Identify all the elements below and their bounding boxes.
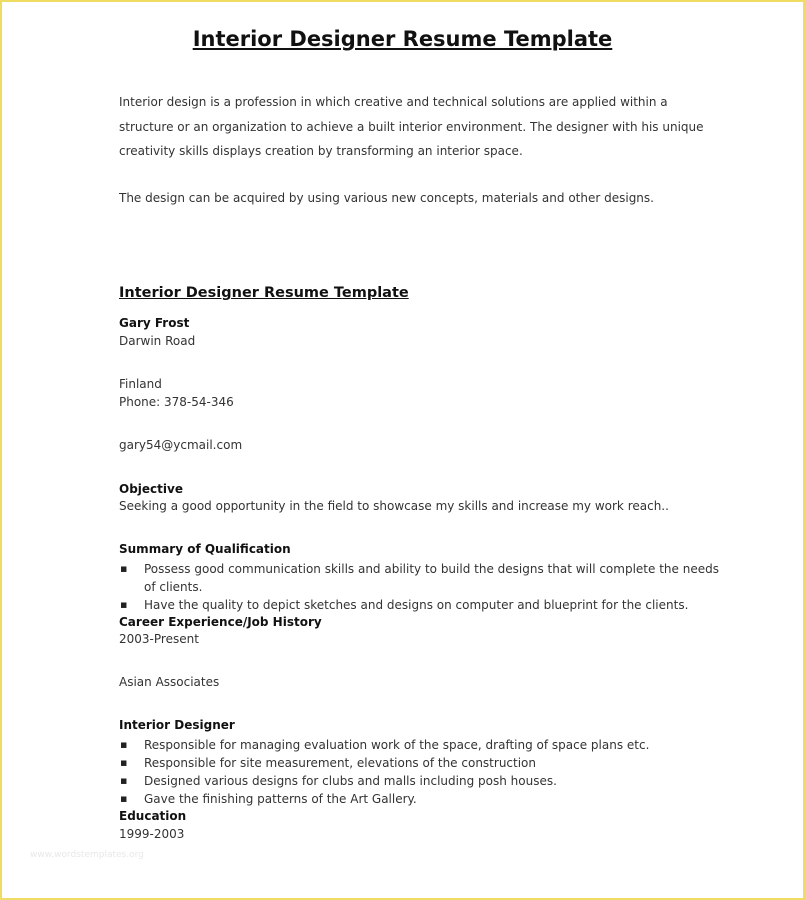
list-item: ▪ Responsible for managing evaluation work of the space, drafting of space plans etc. [119, 736, 719, 754]
address-line-2: Finland [119, 377, 162, 391]
education-heading: Education [119, 809, 187, 823]
objective-heading: Objective [119, 482, 183, 496]
company-name: Asian Associates [119, 675, 220, 689]
list-item: ▪ Gave the finishing patterns of the Art Gallery. [119, 790, 719, 808]
list-item: ▪ Have the quality to depict sketches and designs on computer and blueprint for the clients. [119, 596, 719, 614]
career-period: 2003-Present [119, 632, 199, 646]
role-title: Interior Designer [119, 718, 235, 732]
list-item: ▪ Responsible for site measurement, elevations of the construction [119, 754, 719, 772]
address-line-1: Darwin Road [119, 334, 196, 348]
watermark-text: www.wordstemplates.org [30, 850, 144, 860]
career-heading: Career Experience/Job History [119, 615, 322, 629]
summary-heading: Summary of Qualification [119, 542, 291, 556]
intro-paragraph-second: The design can be acquired by using various new concepts, materials and other designs. [119, 191, 654, 205]
summary-list [119, 560, 719, 614]
education-period: 1999-2003 [119, 827, 185, 841]
phone-number: Phone: 378-54-346 [119, 395, 234, 409]
candidate-name: Gary Frost [119, 316, 190, 330]
objective-text: Seeking a good opportunity in the field to showcase my skills and increase my work reach.. [119, 499, 669, 513]
resume-heading: Interior Designer Resume Template [119, 285, 409, 301]
intro-paragraph: Interior design is a profession in which creative and technical solutions are applied within a structure or an organization to achieve a built interior environment. The designer with his unique creativity skills displays creation by transforming an interior space. [119, 95, 704, 158]
document-title: Interior Designer Resume Template [192, 27, 613, 51]
responsibilities-list [119, 736, 719, 808]
email-address: gary54@ycmail.com [119, 438, 243, 452]
list-item: ▪ Possess good communication skills and ability to build the designs that will complete the needs of clients. [119, 560, 719, 596]
list-item: ▪ Designed various designs for clubs and malls including posh houses. [119, 772, 719, 790]
